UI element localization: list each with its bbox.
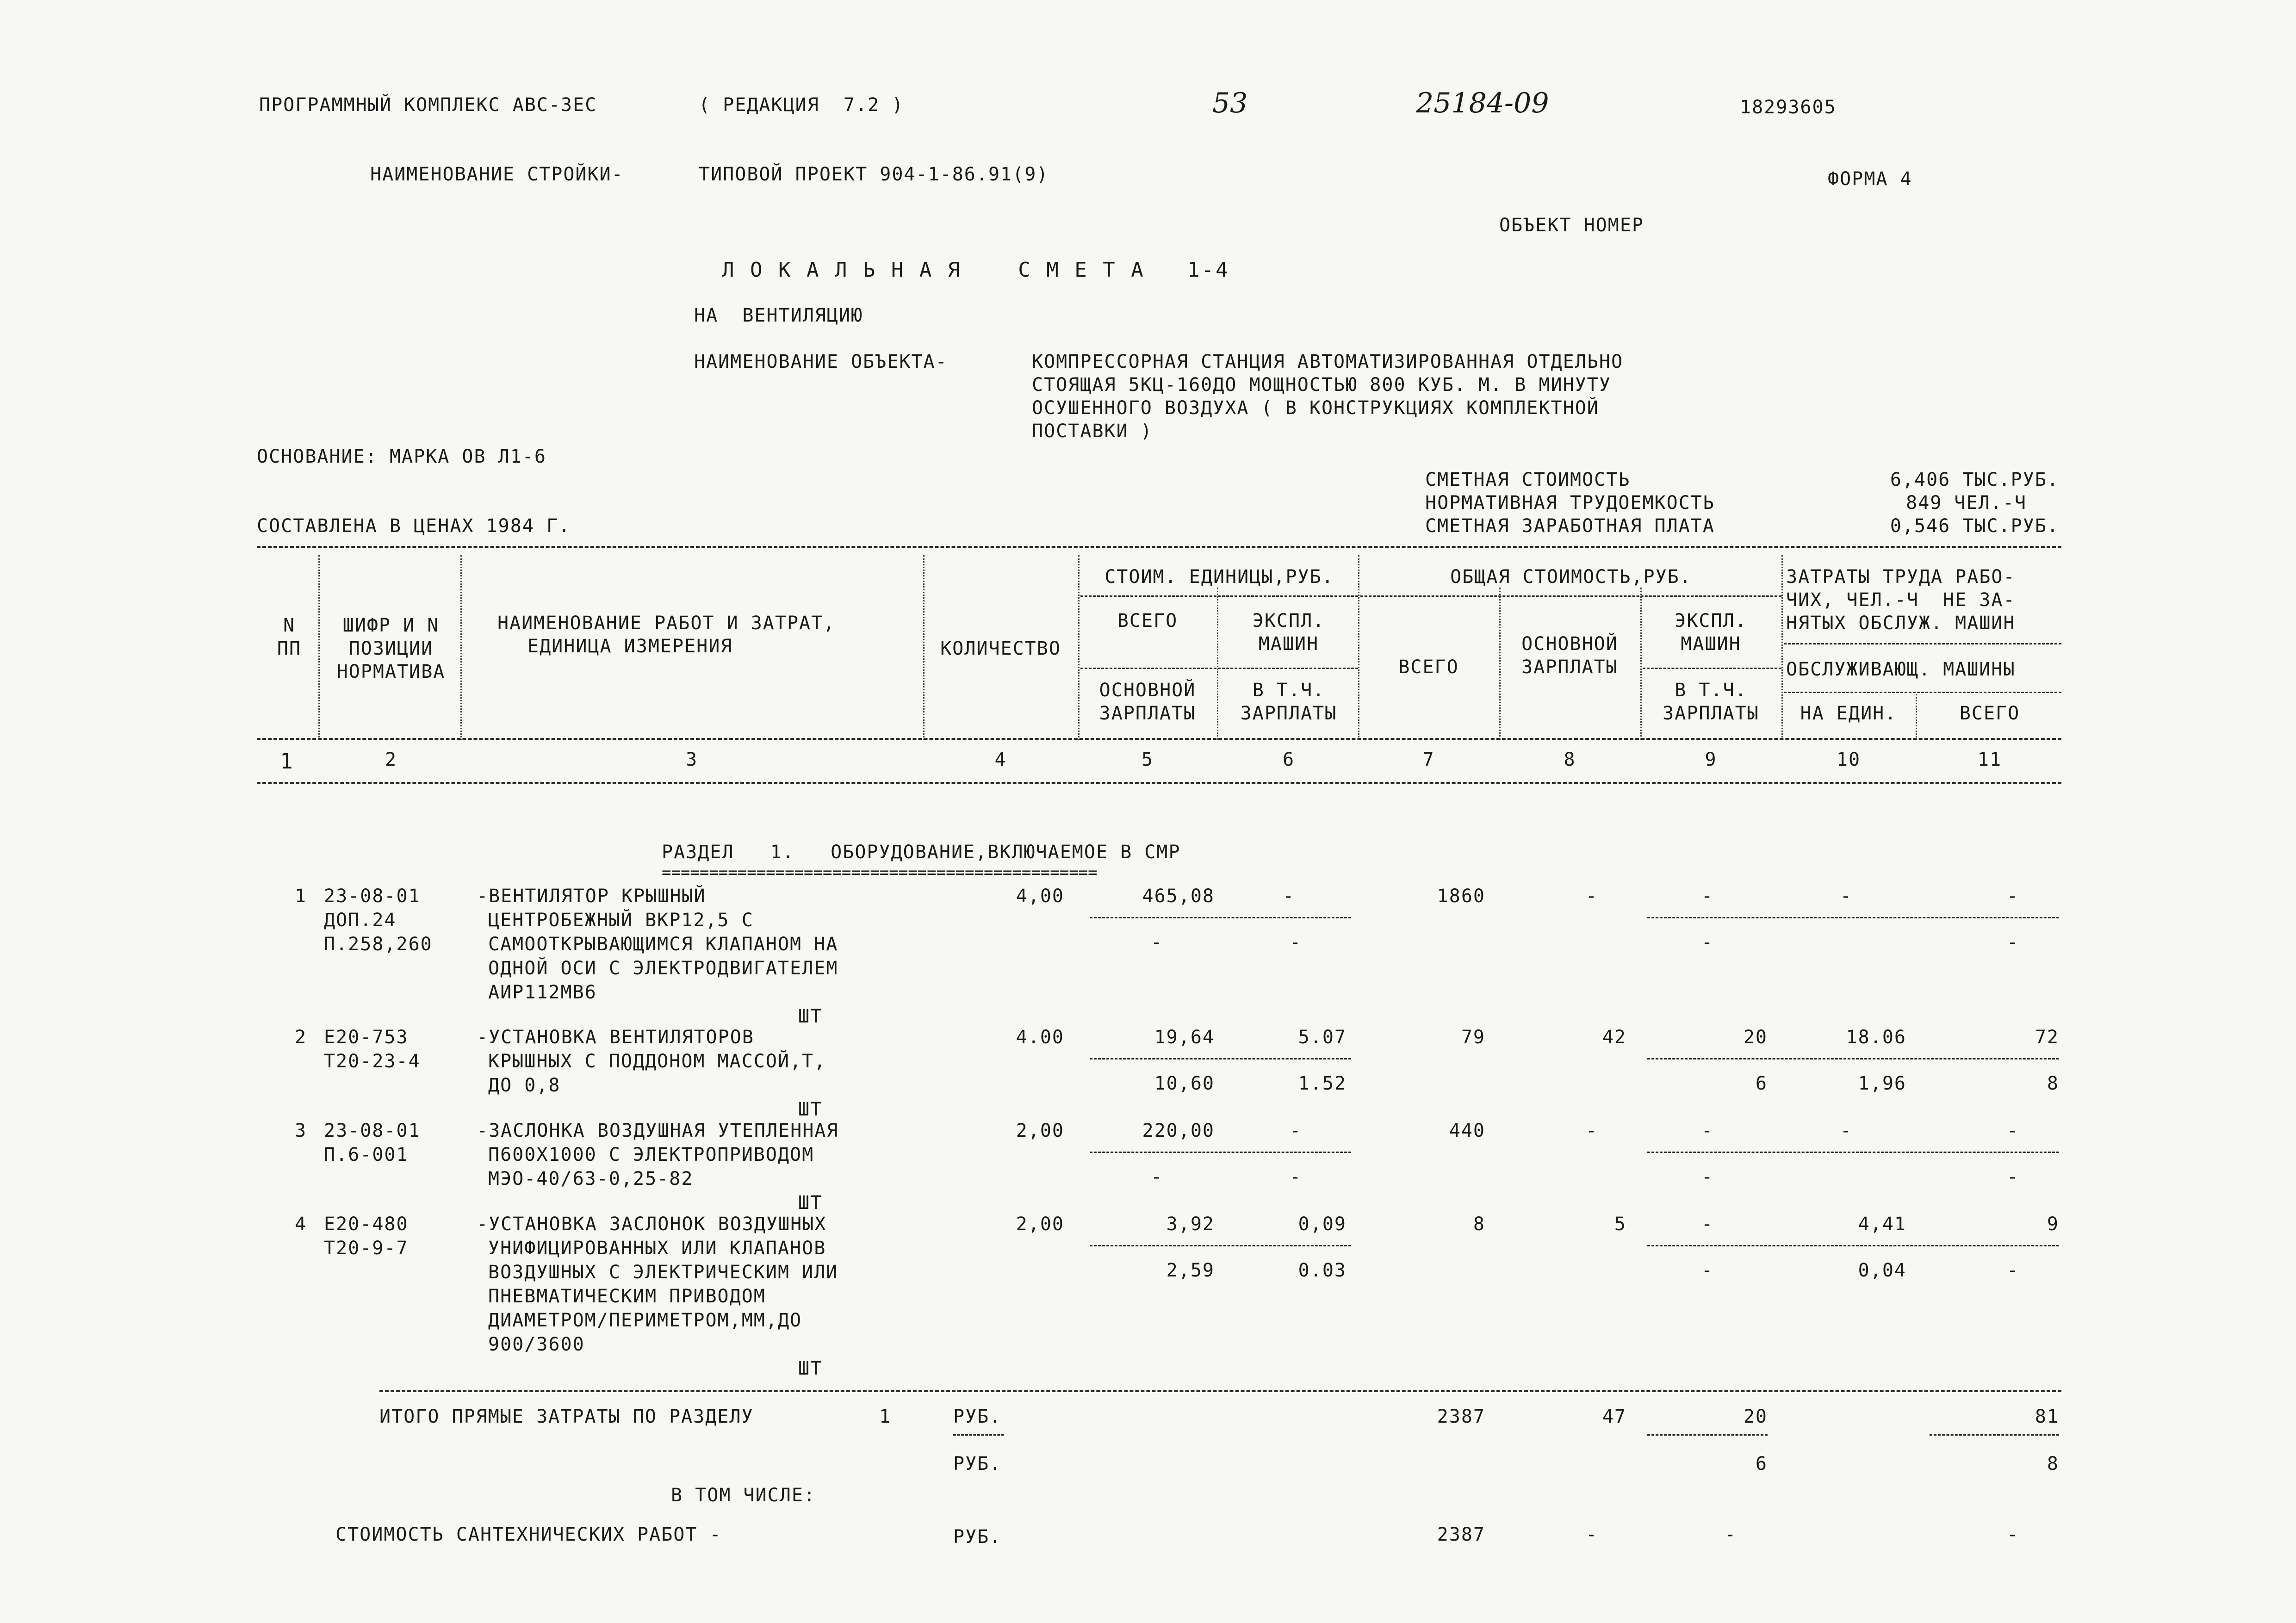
prices-basis: СОСТАВЛЕНА В ЦЕНАХ 1984 Г.	[257, 515, 571, 537]
basis: ОСНОВАНИЕ: МАРКА ОВ Л1-6	[257, 446, 546, 467]
row1-unit: ШТ	[798, 1006, 823, 1027]
header-bottom-rule	[257, 738, 2061, 740]
col-total-cost-label: ОБЩАЯ СТОИМОСТЬ,РУБ.	[1450, 566, 1692, 588]
col-tc-incl-label-1: В Т.Ч.	[1675, 680, 1747, 701]
col-number-11: 11	[1977, 749, 2002, 770]
col-number-6: 6	[1282, 749, 1295, 770]
row4-name-3: ВОЗДУШНЫХ С ЭЛЕКТРИЧЕСКИМ ИЛИ	[488, 1262, 838, 1283]
totals-unit-rule	[953, 1434, 1004, 1436]
row4-name-4: ПНЕВМАТИЧЕСКИМ ПРИВОДОМ	[488, 1286, 766, 1307]
row2-c7: 79	[1461, 1027, 1485, 1048]
row3-c11b: -	[2006, 1166, 2019, 1188]
registration-number: 18293605	[1740, 97, 1837, 118]
row4-c5: 3,92	[1166, 1214, 1215, 1235]
row1-name-4: ОДНОЙ ОСИ С ЭЛЕКТРОДВИГАТЕЛЕМ	[488, 958, 838, 979]
document-title: Л О К А Л Ь Н А Я С М Е Т А 1-4	[722, 258, 1230, 282]
row1-c5b: -	[1150, 932, 1163, 953]
row2-c9: 20	[1743, 1027, 1768, 1048]
totals-c7: 2387	[1437, 1406, 1485, 1427]
col-sep-2	[460, 555, 462, 740]
summary-value-3: 0,546 ТЫС.РУБ.	[1890, 515, 2059, 537]
row4-code-1: Е20-480	[324, 1214, 409, 1235]
totals-c11-rule	[1930, 1434, 2059, 1436]
col-uc-incl-label-1: В Т.Ч.	[1252, 680, 1325, 701]
col-number-5: 5	[1141, 749, 1154, 770]
row3-name-1: -ЗАСЛОНКА ВОЗДУШНАЯ УТЕПЛЕННАЯ	[477, 1120, 839, 1141]
row2-unit: ШТ	[798, 1099, 823, 1120]
row4-name-2: УНИФИЦИРОВАННЫХ ИЛИ КЛАПАНОВ	[488, 1238, 826, 1259]
row4-c9b: -	[1701, 1260, 1714, 1281]
col-uc-total-label: ВСЕГО	[1117, 610, 1178, 632]
row1-name-5: АИР112МВ6	[488, 982, 597, 1003]
row3-c6: -	[1289, 1120, 1302, 1141]
row1-c11: -	[2006, 886, 2019, 907]
col-sep-8	[1640, 588, 1642, 740]
total-cost-subrule	[1360, 595, 1781, 597]
col-sep-10	[1916, 694, 1917, 740]
totals-c11: 81	[2035, 1406, 2059, 1427]
row4-c9: -	[1701, 1214, 1714, 1235]
sanitary-c8: -	[1585, 1524, 1598, 1545]
row1-c8: -	[1585, 886, 1598, 907]
row1-name-2: ЦЕНТРОБЕЖНЫЙ ВКР12,5 С	[488, 910, 754, 931]
col-tc-total-label: ВСЕГО	[1398, 657, 1459, 678]
col-labor-label-2: ЧИХ, ЧЕЛ.-Ч НЕ ЗА-	[1786, 589, 2016, 611]
row2-c6: 5.07	[1298, 1027, 1347, 1048]
row3-n: 3	[294, 1120, 307, 1141]
row1-total-rule	[1647, 917, 2059, 918]
row1-unit-rule	[1090, 917, 1351, 918]
row3-c9b: -	[1701, 1166, 1714, 1188]
col-sep-4	[1078, 555, 1080, 740]
row3-c6b: -	[1289, 1166, 1302, 1188]
col-name-label-2: ЕДИНИЦА ИЗМЕРЕНИЯ	[527, 636, 733, 657]
row2-c8: 42	[1602, 1027, 1626, 1048]
row4-name-6: 900/3600	[488, 1334, 585, 1355]
sanitary-c7: 2387	[1437, 1524, 1485, 1545]
row4-c6: 0,09	[1298, 1214, 1347, 1235]
summary-label-3: СМЕТНАЯ ЗАРАБОТНАЯ ПЛАТА	[1425, 515, 1715, 537]
row3-c11: -	[2006, 1120, 2019, 1141]
row4-name-1: -УСТАНОВКА ЗАСЛОНОК ВОЗДУШНЫХ	[477, 1214, 827, 1235]
row3-c5b: -	[1150, 1166, 1163, 1188]
summary-value-1: 6,406 ТЫС.РУБ.	[1890, 469, 2059, 490]
col-unit-cost-label: СТОИМ. ЕДИНИЦЫ,РУБ.	[1105, 566, 1334, 588]
row2-total-rule	[1647, 1058, 2059, 1059]
object-label: НАИМЕНОВАНИЕ ОБЪЕКТА-	[694, 351, 948, 372]
row2-name-3: ДО 0,8	[488, 1075, 561, 1096]
row3-unit-rule	[1090, 1152, 1351, 1153]
row4-name-5: ДИАМЕТРОМ/ПЕРИМЕТРОМ,ММ,ДО	[488, 1310, 802, 1331]
col-qty-label: КОЛИЧЕСТВО	[940, 638, 1061, 659]
sanitary-c11: -	[2006, 1524, 2019, 1545]
row2-c6b: 1.52	[1298, 1073, 1347, 1094]
row3-c5: 220,00	[1142, 1120, 1215, 1141]
row3-name-3: МЭО-40/63-0,25-82	[488, 1168, 694, 1189]
row2-code-1: Е20-753	[324, 1027, 409, 1048]
unit-cost-subrule	[1080, 595, 1358, 597]
col-labor-label-3: НЯТЫХ ОБСЛУЖ. МАШИН	[1786, 613, 2016, 634]
row2-name-1: -УСТАНОВКА ВЕНТИЛЯТОРОВ	[477, 1027, 754, 1048]
row2-c11: 72	[2035, 1027, 2059, 1048]
row4-total-rule	[1647, 1245, 2059, 1246]
row1-code-1: 23-08-01	[324, 886, 421, 907]
row4-c6b: 0.03	[1298, 1260, 1347, 1281]
totals-c9-rule	[1647, 1434, 1768, 1436]
summary-value-2: 849 ЧЕЛ.-Ч	[1906, 492, 2027, 514]
row1-c9: -	[1701, 886, 1714, 907]
sanitary-c9: -	[1724, 1524, 1737, 1545]
col-number-2: 2	[385, 749, 397, 770]
totals-section: 1	[879, 1406, 892, 1427]
row4-n: 4	[294, 1214, 307, 1235]
object-line-3: ОСУШЕННОГО ВОЗДУХА ( В КОНСТРУКЦИЯХ КОМПЛЕКТНОЙ	[1032, 397, 1599, 419]
col-name-label-1: НАИМЕНОВАНИЕ РАБОТ И ЗАТРАТ,	[497, 613, 836, 634]
row4-code-2: Т20-9-7	[324, 1238, 409, 1259]
totals-including: В ТОМ ЧИСЛЕ:	[671, 1485, 816, 1506]
object-line-4: ПОСТАВКИ )	[1032, 421, 1153, 442]
col-number-3: 3	[685, 749, 698, 770]
summary-label-1: СМЕТНАЯ СТОИМОСТЬ	[1425, 469, 1631, 490]
row1-c9b: -	[1701, 932, 1714, 953]
document-subtitle: НА ВЕНТИЛЯЦИЮ	[694, 305, 863, 326]
col-uc-wage-label-2: ЗАРПЛАТЫ	[1099, 703, 1196, 724]
col-tc-wage-label-1: ОСНОВНОЙ	[1521, 633, 1618, 655]
totals-c8: 47	[1602, 1406, 1626, 1427]
labor-subrule-2	[1784, 692, 2061, 693]
row1-c11b: -	[2006, 932, 2019, 953]
construction-value: ТИПОВОЙ ПРОЕКТ 904-1-86.91(9)	[699, 164, 1049, 185]
row2-c5b: 10,60	[1154, 1073, 1215, 1094]
form-label: ФОРМА 4	[1828, 168, 1912, 190]
row4-unit: ШТ	[798, 1358, 823, 1379]
row3-code-2: П.6-001	[324, 1144, 409, 1165]
row1-c10: -	[1840, 886, 1853, 907]
col-uc-mach-label-1: ЭКСПЛ.	[1252, 610, 1325, 632]
unit-cost-subrule-2	[1080, 668, 1358, 669]
col-uc-mach-label-2: МАШИН	[1258, 633, 1319, 655]
row2-c9b: 6	[1755, 1073, 1768, 1094]
object-number: ОБЪЕКТ НОМЕР	[1499, 215, 1644, 236]
row3-total-rule	[1647, 1152, 2059, 1153]
document-code: 25184-09	[1416, 87, 1549, 119]
totals-c9b: 6	[1755, 1453, 1768, 1474]
sanitary-unit: РУБ.	[953, 1526, 1002, 1548]
col-tc-wage-label-2: ЗАРПЛАТЫ	[1521, 657, 1618, 678]
row2-c10: 18.06	[1846, 1027, 1906, 1048]
col-tc-mach-label-2: МАШИН	[1681, 633, 1741, 655]
col-number-10: 10	[1836, 749, 1861, 770]
col-tc-mach-label-1: ЭКСПЛ.	[1675, 610, 1747, 632]
col-number-8: 8	[1564, 749, 1576, 770]
totals-c9: 20	[1743, 1406, 1768, 1427]
row1-code-2: ДОП.24	[324, 910, 397, 931]
labor-subrule-1	[1784, 643, 2061, 644]
row2-code-2: Т20-23-4	[324, 1051, 421, 1072]
col-sep-3	[923, 555, 925, 740]
col-sep-9	[1781, 555, 1783, 740]
sanitary-label: СТОИМОСТЬ САНТЕХНИЧЕСКИХ РАБОТ -	[335, 1524, 722, 1545]
col-number-7: 7	[1422, 749, 1435, 770]
col-number-9: 9	[1705, 749, 1717, 770]
row4-c8: 5	[1614, 1214, 1626, 1235]
numbers-bottom-rule	[257, 782, 2061, 784]
row1-n: 1	[294, 886, 307, 907]
col-sep-6	[1358, 555, 1359, 740]
row4-c7: 8	[1473, 1214, 1485, 1235]
row4-c10b: 0,04	[1858, 1260, 1906, 1281]
construction-label: НАИМЕНОВАНИЕ СТРОЙКИ-	[370, 164, 624, 185]
section-underline: ==============================================	[662, 863, 1098, 882]
row4-qty: 2,00	[1016, 1214, 1064, 1235]
row1-code-3: П.258,260	[324, 934, 433, 955]
col-code-label-1: ШИФР И N	[342, 615, 440, 636]
row3-c7: 440	[1449, 1120, 1485, 1141]
row2-unit-rule	[1090, 1058, 1351, 1059]
col-n-label-2: ПП	[277, 638, 302, 659]
row2-n: 2	[294, 1027, 307, 1048]
col-sep-1	[318, 555, 320, 740]
table-top-rule	[257, 546, 2061, 548]
col-code-label-3: НОРМАТИВА	[336, 661, 446, 682]
totals-unit-1: РУБ.	[953, 1406, 1002, 1427]
row1-c5: 465,08	[1142, 886, 1215, 907]
row3-c10: -	[1840, 1120, 1853, 1141]
page-number: 53	[1212, 87, 1248, 119]
col-uc-wage-label-1: ОСНОВНОЙ	[1099, 680, 1196, 701]
totals-unit-2: РУБ.	[953, 1453, 1002, 1474]
row1-qty: 4,00	[1016, 886, 1064, 907]
row2-name-2: КРЫШНЫХ С ПОДДОНОМ МАССОЙ,Т,	[488, 1051, 826, 1072]
row3-qty: 2,00	[1016, 1120, 1064, 1141]
row2-c5: 19,64	[1154, 1027, 1215, 1048]
row1-c7: 1860	[1437, 886, 1485, 907]
row4-unit-rule	[1090, 1245, 1351, 1246]
col-sep-5	[1217, 588, 1218, 740]
col-tc-incl-label-2: ЗАРПЛАТЫ	[1663, 703, 1759, 724]
col-n-label: N	[283, 615, 296, 636]
totals-label: ИТОГО ПРЯМЫЕ ЗАТРАТЫ ПО РАЗДЕЛУ	[379, 1406, 754, 1427]
row4-c11: 9	[2047, 1214, 2059, 1235]
col-uc-incl-label-2: ЗАРПЛАТЫ	[1240, 703, 1337, 724]
total-mach-subrule	[1643, 668, 1781, 669]
col-sep-7	[1499, 588, 1501, 740]
totals-c11b: 8	[2047, 1453, 2059, 1474]
row1-c6: -	[1282, 886, 1295, 907]
row2-c10b: 1,96	[1858, 1073, 1906, 1094]
col-code-label-2: ПОЗИЦИИ	[348, 638, 434, 659]
section-title: РАЗДЕЛ 1. ОБОРУДОВАНИЕ,ВКЛЮЧАЕМОЕ В СМР	[662, 842, 1181, 863]
row3-unit: ШТ	[798, 1192, 823, 1214]
row4-c5b: 2,59	[1166, 1260, 1215, 1281]
row4-c11b: -	[2006, 1260, 2019, 1281]
row2-c11b: 8	[2047, 1073, 2059, 1094]
edition: ( РЕДАКЦИЯ 7.2 )	[699, 94, 904, 116]
col-per-unit-label: НА ЕДИН.	[1800, 703, 1897, 724]
col-number-1: 1	[280, 749, 294, 774]
col-labor-label-1: ЗАТРАТЫ ТРУДА РАБО-	[1786, 566, 2016, 588]
row1-name-3: САМООТКРЫВАЮЩИМСЯ КЛАПАНОМ НА	[488, 934, 838, 955]
row3-code-1: 23-08-01	[324, 1120, 421, 1141]
row3-c8: -	[1585, 1120, 1598, 1141]
row1-c6b: -	[1289, 932, 1302, 953]
row4-c10: 4,41	[1858, 1214, 1906, 1235]
row3-c9: -	[1701, 1120, 1714, 1141]
summary-label-2: НОРМАТИВНАЯ ТРУДОЕМКОСТЬ	[1425, 492, 1715, 514]
col-labor-mach-label: ОБСЛУЖИВАЮЩ. МАШИНЫ	[1786, 659, 2016, 680]
col-all-label: ВСЕГО	[1959, 703, 2020, 724]
totals-top-rule	[379, 1390, 2061, 1392]
object-line-1: КОМПРЕССОРНАЯ СТАНЦИЯ АВТОМАТИЗИРОВАННАЯ ОТДЕЛЬНО	[1032, 351, 1624, 372]
row3-name-2: П600Х1000 С ЭЛЕКТРОПРИВОДОМ	[488, 1144, 814, 1165]
col-number-4: 4	[994, 749, 1007, 770]
object-line-2: СТОЯЩАЯ 5КЦ-160ДО МОЩНОСТЬЮ 800 КУБ. М. В МИНУТУ	[1032, 374, 1611, 396]
program-name: ПРОГРАММНЫЙ КОМПЛЕКС АВС-3ЕС	[259, 94, 597, 116]
row1-name-1: -ВЕНТИЛЯТОР КРЫШНЫЙ	[477, 886, 706, 907]
row2-qty: 4.00	[1016, 1027, 1064, 1048]
